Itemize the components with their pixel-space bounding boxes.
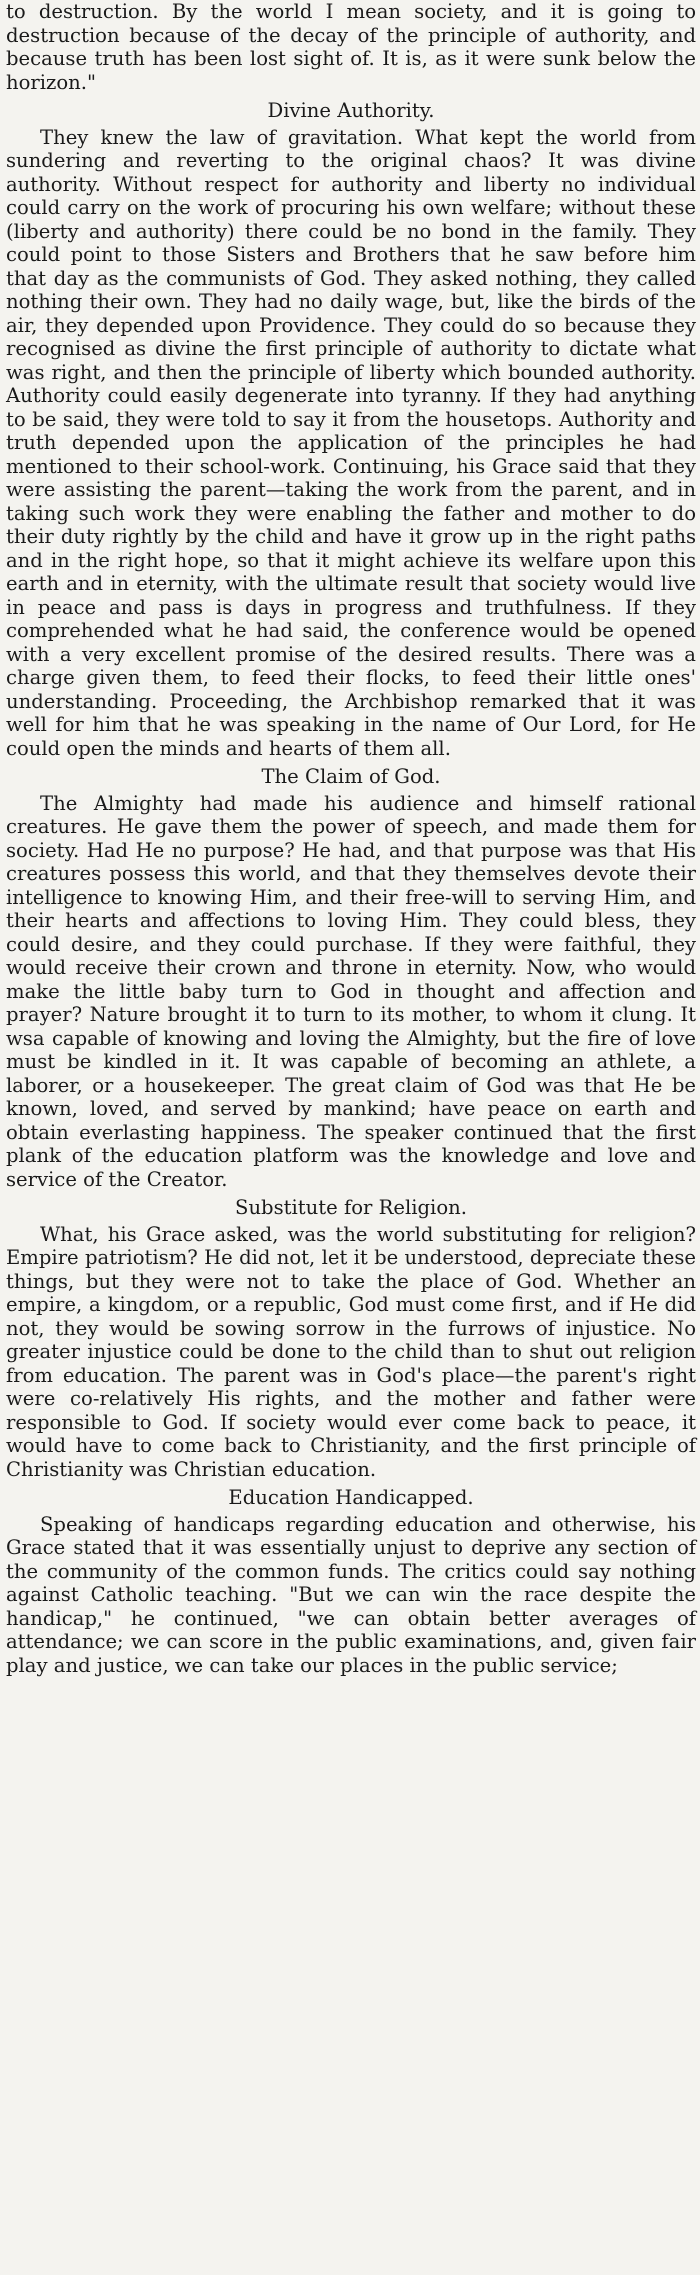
intro-paragraph: to destruction. By the world I mean society, and it is going to destruction because of the decay of the principle of authority, and because truth has been lost sight of. It is, as it were sunk below the horizon." bbox=[6, 0, 696, 94]
section-body-divine-authority: They knew the law of gravitation. What kept the world from sundering and reverting to the original chaos? It was divine authority. Without respect for authority and liberty no individual could carry on the work of procuring his own welfare; without these (liberty and authority) there could be no bond in the family. They could point to those Sisters and Brothers that he saw before him that day as the communists of God. They asked nothing, they called nothing their own. They had no daily wage, but, like the birds of the air, they depended upon Providence. They could do so because they recognised as divine the first principle of authority to dictate what was right, and then the principle of liberty which bounded authority. Authority could easily degenerate into tyranny. If they had anything to be said, they were told to say it from the housetops. Authority and truth depended upon the application of the principles he had mentioned to their school-work. Continuing, his Grace said that they were assisting the parent—taking the work from the parent, and in taking such work they were enabling the father and mother to do their duty rightly by the child and have it grow up in the right paths and in the right hope, so that it might achieve its welfare upon this earth and in eternity, with the ultimate result that society would live in peace and pass is days in progress and truthfulness. If they comprehended what he had said, the conference would be opened with a very excellent promise of the desired results. There was a charge given them, to feed their flocks, to feed their little ones' understanding. Proceeding, the Archbishop remarked that it was well for him that he was speaking in the name of Our Lord, for He could open the minds and hearts of them all. bbox=[6, 125, 696, 760]
section-body-substitute-for-religion: What, his Grace asked, was the world substituting for religion? Empire patriotism? He did not, let it be understood, depreciate these things, but they were not to take the place of God. Whether an empire, a kingdom, or a republic, God must come first, and if He did not, they would be sowing sorrow in the furrows of injustice. No greater injustice could be done to the child than to shut out religion from education. The parent was in God's place—the parent's right were co-relatively His rights, and the mother and father were responsible to God. If society would ever come back to peace, it would have to come back to Christianity, and the first principle of Christianity was Christian education. bbox=[6, 1222, 696, 1481]
section-body-claim-of-god: The Almighty had made his audience and himself rational creatures. He gave them the power of speech, and made them for society. Had He no purpose? He had, and that purpose was that His creatures possess this world, and that they themselves devote their intelligence to knowing Him, and their free-will to serving Him, and their hearts and affections to loving Him. They could bless, they could desire, and they could purchase. If they were faithful, they would receive their crown and throne in eternity. Now, who would make the little baby turn to God in thought and affection and prayer? Nature brought it to turn to its mother, to whom it clung. It wsa capable of knowing and loving the Almighty, but the fire of love must be kindled in it. It was capable of becoming an athlete, a laborer, or a housekeeper. The great claim of God was that He be known, loved, and served by mankind; have peace on earth and obtain everlasting happiness. The speaker continued that the first plank of the education platform was the knowledge and love and service of the Creator. bbox=[6, 791, 696, 1191]
section-heading-claim-of-god: The Claim of God. bbox=[261, 765, 441, 788]
section-heading-divine-authority: Divine Authority. bbox=[267, 99, 435, 122]
section-body-education-handicapped: Speaking of handicaps regarding education and otherwise, his Grace stated that it was essentially unjust to deprive any section of the community of the common funds. The critics could say nothing against Catholic teaching. "But we can win the race despite the handicap," he continued, "we can obtain better averages of attendance; we can score in the public examinations, and, given fair play and justice, we can take our places in the public service; bbox=[6, 1512, 696, 1677]
section-heading-substitute-for-religion: Substitute for Religion. bbox=[235, 1196, 467, 1219]
section-heading-education-handicapped: Education Handicapped. bbox=[228, 1486, 474, 1509]
